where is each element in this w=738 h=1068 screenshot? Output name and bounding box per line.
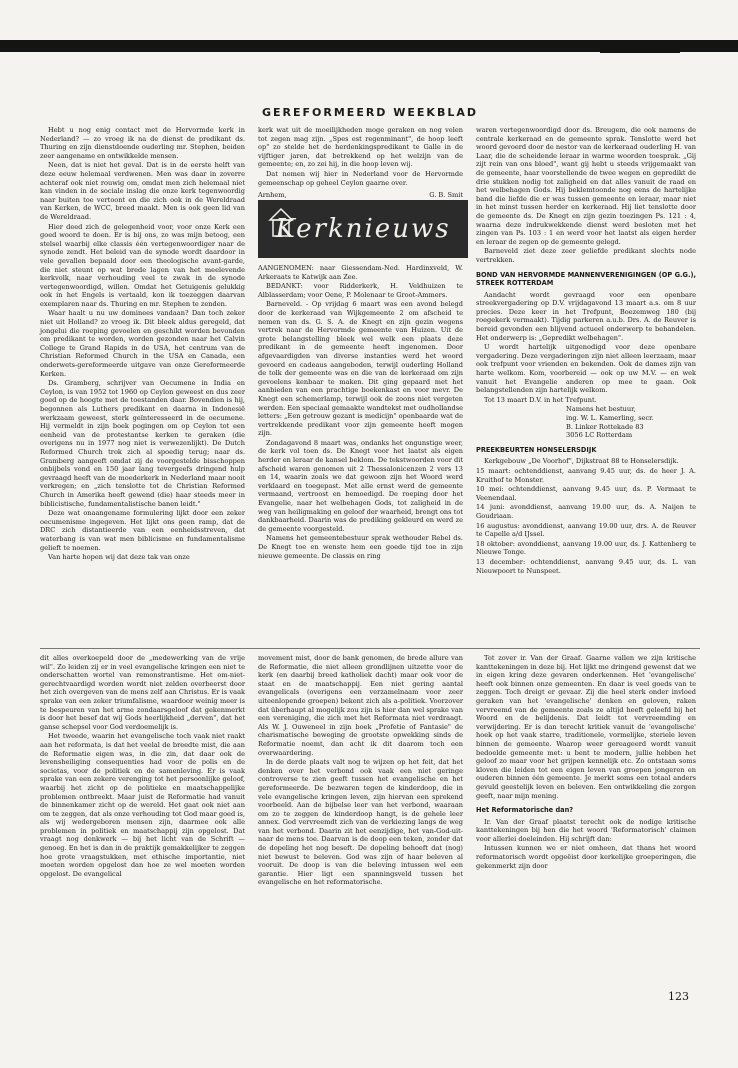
signature-block <box>566 405 696 439</box>
paragraph: dit alles overkoepeld door de „medewerking van de vrije wil". Zo leiden zij er in veel evangelische kringen een niet te onderschatten wortel van remonstrantisme. Het om-niet-gerechtvaardigd worden wordt niet zelden overbeerst door het zich overgeven van de mens zelf aan Christus. Er is vaak sprake van een zeker triumfalisme, waardoor weinig meer is te bespeuren van het arme zondaarsgeloof dat gekenmerkt is door het besef dat wij Gods heerlijkheid „derven", dat het ganse schepsel voor God verdoemelijk is. <box>40 654 245 731</box>
paragraph: Barneveld ziet deze zeer geliefde predikant slechts node vertrekken. <box>476 247 696 264</box>
list-item: 10 mei: ochtenddienst, aanvang 9.45 uur, ds. P. Vermaat te Veenendaal. <box>476 485 696 502</box>
list-item: 18 oktober: avonddienst, aanvang 19.00 uur, ds. J. Kattenberg te Nieuwe Tonge. <box>476 539 696 557</box>
masthead: GEREFORMEERD WEEKBLAD <box>262 106 478 119</box>
paragraph: Intussen kunnen we er niet omheen, dat thans het woord reformatorisch wordt opgeëist door kerkelijke groeperingen, die gekenmerkt zijn door <box>476 844 696 870</box>
paragraph: movement mist, door de bank genomen, de brede allure van de Reformatie, die niet alleen grondlijnen uitzette voor de kerk (en daarbij breed katholiek dacht) maar ook voor de staat en de maatschappij. Een niet gering aantal evangelicals (overigens een verzamelnaam voor zeer uiteenlopende groepen) bekent zich als a-politiek. Voorzover dat überhaupt al mogelijk zou zijn is hier dan wel sprake van een vereniging, die zich met het Reformata niet verdraagt. Als W. J. Ouweneel in zijn boek „Profetie of Fantasie" de charismatische beweging de grootste opwekking sinds de Reformatie noemt, dan acht ik dit daarom toch een overwaardering. <box>258 654 463 757</box>
kerknieuws-banner <box>258 200 468 258</box>
paragraph: Zondagavond 8 maart was, ondanks het ongunstige weer, de kerk vol toen ds. De Knegt voor het laatst als eigen herder en leraar de kansel beklom. De tekstwoorden voor dit afscheid waren genomen uit 2 Thessalonicenzen 2 vers 13 en 14, waarin zoals we dat gewoon zijn het Woord werd verklaard en toegepast. Met alle ernst werd de gemeente vermaand, vertroost en bemoedigd. De roeping door het Evangelie, naar het welbehagen Gods, tot zaligheid in de weg van heiligmaking en geloof der waarheid, brengt ons tot dankbaarheid. Daarin was de prediking gekleurd en werd ze de gemeente voorgesteld. <box>258 438 463 533</box>
signature-line <box>258 191 463 200</box>
section-divider <box>40 648 700 649</box>
paragraph: Ds. Gramberg, schrijver van Oecumene in India en Ceylon, is van 1952 tot 1960 op Ceylon geweest en dus zeer goed op de hoogte met de toestanden daar. Bovendien is hij, begonnen als Luthers predikant en daarna in Indonesië werkzaam geweest, sterk geïnteresseerd in de oecumene. Hij vermeldt in zijn boek pogingen om op Ceylon tot een eenheid van de protestantse kerken te geraken (die overigens nu in 1977 nog niet is verwezenlijkt). De Dutch Reformed Church trok zich al spoedig terug; naar ds. Gramberg aangeeft omdat zij de voorgestelde bisschoppen onbijbels vond en 150 jaar lang tevergeefs dringend hulp gevraagd heeft van de moederkerk in Nederland maar nooit verkregen; en „zich tenslotte tot de Christian Reformed Church in Amerika heeft gewend (die) haar steeds meer in biblicistische, fundamentalistische banen leidt." <box>40 379 245 508</box>
paragraph: U wordt hartelijk uitgenodigd voor deze openbare vergadering. Deze vergaderingen zijn niet alleen leerzaam, maar ook trefpunt voor vrienden en bekenden. Ook de dames zijn van harte welkom. Kom, voorbereid — ook op uw M.V. — en wek vanuit het Evangelie anderen op mee te gaan. Ook belangstellenden zijn hartelijk welkom. <box>476 343 696 395</box>
list-item: 16 augustus: avonddienst, aanvang 19.00 uur, drs. A. de Reuver te Capelle a/d IJssel. <box>476 521 696 539</box>
paragraph: Hier deed zich de gelegenheid voor, voor onze Kerk een goed woord te doen. Er is bij ons, zo was mijn betoog, een stelsel waarbij elke classis één vertegenwoordiger naar de synode zendt. Het beleid van de synode wordt daardoor in vele gevallen bepaald door een theologische avant-garde, die niet steunt op wat brede lagen van het meelevende kerkvolk, naar verhouding veel te zwak in de synode vertegenwoordigd, willen. Omdat het Getuigenis gelukkig ook in het Engels is vertaald, kon ik toezeggen daarvan exemplaren naar ds. Thuring en mr. Stephen te zenden. <box>40 222 245 308</box>
banner-title: Kerknieuws <box>275 214 451 244</box>
paragraph: waren vertegenwoordigd door ds. Breugem, die ook namens de centrale kerkeraad en de gemeente sprak. Tenslotte werd het woord gevoerd door de nestor van de kerkeraad ouderling H. van Laar, die de scheidende leraar in warme woorden toesprak. „Gij zijt rein van ons bloed", want gij hebt u steeds vrijgemaakt van de gemeente, haar voorstellende de twee wegen en gepredikt de drie stukken nodig tot zaligheid en dat alles vanuit de raad en het welbehagen Gods. Hij beklemtoonde nog eens de hartelijke band die liefde die er was tussen gemeente en leraar, maar niet in het minst tussen herder en kerkeraad. Hij liet tenslotte door de gemeente ds. De Knegt en zijn gezin toezingen Ps. 121 : 4, waarna deze indrukwekkende dienst werd besloten met het zingen van Ps. 103 : 1 en werd voor het laatst als eigen herder en leraar de zegen op de gemeente gelegd. <box>476 126 696 246</box>
column-2-news <box>258 264 463 644</box>
paragraph: Hebt u nog enig contact met de Hervormde kerk in Nederland? — zo vroeg ik na de dienst de predikant ds. Thuring en zijn dienstdoende ouderling mr. Stephen, beiden zeer aangename en ontwikkelde mensen. <box>40 126 245 160</box>
page-number: 123 <box>668 990 689 1003</box>
section-heading: Het Reformatorische dan? <box>476 806 574 815</box>
paragraph: Tot 13 maart D.V. in het Trefpunt. <box>484 395 597 404</box>
paragraph: Tot zover ir. Van der Graaf. Gaarne vallen we zijn kritische kanttekeningen in deze bij. Het lijkt me dringend gewenst dat we in eigen kring deze gevaren onderkennen. Het 'evangelische' heeft ook binnen onze gemeenten. En daar is veel goeds van te zeggen. Toch dreigt er gevaar. Zij die heel sterk onder invloed geraken van het 'evangelische' denken en geloven, raken vervreemd van de gemeente zoals ze altijd heeft geleefd bij het Woord en de belijdenis. Dat leidt tot vervreemding en verwijdering. Er is dan terecht kritiek vanuit de 'evangelische' hoek op het vaak starre, traditionele, vormelijke, steriele leven binnen de gemeente. Waarop weer gereageerd wordt vanuit bedoelde gemeente met: u bent te modern, jullie hebben het geloof zo maar voor het grijpen kennelijk etc. Zo ontstaan soms kloven die leiden tot een eigen leven van groepen jongeren en ouderen binnen één gemeente. Je merkt soms een totaal anders gevuld geestelijk leven en beleven. Een ontwikkeling die zorgen geeft, naar mijn mening. <box>476 654 696 800</box>
column-2-top <box>258 126 463 200</box>
column-1 <box>40 126 245 644</box>
list-item: 13 december: ochtenddienst, aanvang 9.45 uur, ds. L. van Nieuwpoort te Nunspeet. <box>476 557 696 575</box>
paragraph: Neen, dat is niet het geval. Dat is in de eerste helft van deze eeuw helemaal verdwenen. Men was daar in zoverre achteraf ook niet rouwig om, omdat men zich helemaal niet kan vinden in de sociale inslag die onze kerk tegenwoordig naar buiten toe vertoont en die zich ook in de Wereldraad van Kerken, de WCC, breed maakt. Men is ook geen lid van de Wereldraad. <box>40 161 245 221</box>
column-4 <box>40 654 245 984</box>
signature-line: B. Linker Rottekade 83 <box>566 422 644 431</box>
list-item: 15 maart: ochtenddienst, aanvang 9.45 uur, ds. de heer J. A. Kruithof te Monster. <box>476 466 696 484</box>
column-6 <box>476 654 696 984</box>
signature-author: G. B. Smit <box>429 191 463 200</box>
paragraph: In de derde plaats valt nog te wijzen op het feit, dat het denken over het verbond ook vaak een niet geringe controverse te zien geeft tussen het evangelische en het gereformeerde. De bezwaren tegen de kinderdoop, die in vele evangelische kringen leven, zijn hiervan een sprekend voorbeeld. Aan de bijbelse leer van het verbond, waaraan om zo te zeggen de kinderdoop hangt, is de gehele leer annex. God vervreemdt zich van de verkiezing langs de weg van het verbond. Daarin zit het eenzijdige, het van-God-uit-naar de mens toe. Daarvan is de doop een teken, zonder dat de dopeling het nog beseft. De dopeling behoeft dat (nog) niet bewust te beleven. God was zijn of haar beleven al vooruit. De doop is van die beleving intussen wel een garantie. Hier ligt een spanningsveld tussen het evangelische en het reformatorische. <box>258 758 463 887</box>
paragraph: Dat nemen wij hier in Nederland voor de Hervormde gemeenschap op geheel Ceylon gaarne over. <box>258 169 463 187</box>
section-heading: PREEKBEURTEN HONSELERSDIJK <box>476 445 597 454</box>
column-3 <box>476 126 696 644</box>
paragraph: Ir. Van der Graaf plaatst terecht ook de nodige kritische kanttekeningen bij hen die het woord 'Reformatorisch' claimen voor allerlei doeleinden. Hij schrijft dan: <box>476 817 696 843</box>
paragraph: Waar haalt u nu uw dominees vandaan? Dan toch zeker niet uit Holland? zo vroeg ik. Dit bleek aldus geregeld, dat jongelui die roeping gevoelen en geschikt worden bevonden om predikant te worden, worden gezonden naar het Calvin College te Grand Rapids in de USA, het centrum van de Christian Reformed Church in the USA en Canada, een onderwets-gereformeerde uitgave van onze Gereformeerde Kerken. <box>40 309 245 378</box>
paragraph: Van harte hopen wij dat deze tak van onze <box>48 553 190 562</box>
paragraph: BEDANKT: voor Ridderkerk, H. Veldhuizen te Alblasserdam; voor Oene, P. Molenaar te Groot-Ammers. <box>258 282 463 299</box>
paragraph: Barneveld. - Op vrijdag 6 maart was een avond belegd door de kerkeraad van Wijkgemeente 2 om afscheid te nemen van ds. G. S. A. de Knegt en zijn gezin wegens vertrek naar de Hervormde gemeente van Huizen. Uit de grote belangstelling bleek wel welk een plaats deze predikant in de gemeente heeft ingenomen. Door afgevaardigden van diverse instanties werd het woord gevoerd en cadeaus aangeboden, terwijl ouderling Holland de tolk der gemeente was en die van de kerkeraad om zijn gevoelens kenbaar te maken. Dit ging gepaard met het aanbieden van een prachtige boekenkast en voor mevr. De Knegt een schemerlamp, terwijl ook de zoons niet vergeten werden. Een speciaal gemaakte wandtekst met oudhollandse letters: „Een getrouw gezant is medicijn" openbaarde wat de vertrekkende predikant voor zijn gemeente heeft mogen zijn. <box>258 300 463 438</box>
paragraph: AANGENOMEN: naar Giessendam-Ned. Hardinxveld, W. Arkeraats te Katwijk aan Zee. <box>258 264 463 281</box>
section-heading: BOND VAN HERVORMDE MANNENVERENIGINGEN (OP G.G.), STREEK ROTTERDAM <box>476 270 696 288</box>
signature-place: Arnhem, <box>258 191 287 200</box>
signature-line: Namens het bestuur, <box>566 405 636 414</box>
paragraph: Aandacht wordt gevraagd voor een openbare streekvergadering op D.V. vrijdagavond 13 maart a.s. om 8 uur precies. Deze keer in het Trefpunt, Boezemweg 180 (bij roegekerk vermaakt). Tijdig parkeren a.u.b. Drs. A. de Reuver is bereid gevonden een blijvend actueel onderwerp te behandelen. Het onderwerp is: „Gepredikt welbehagen". <box>476 290 696 342</box>
list-item: 14 juni: avonddienst, aanvang 19.00 uur, ds. A. Naijen te Goudriaan. <box>476 503 696 520</box>
signature-line: ing. W. L. Kamerling, secr. <box>566 414 654 422</box>
paragraph: Namens het gemeentebestuur sprak wethouder Rebel ds. De Knegt toe en wenste hem een goede tijd toe in zijn nieuwe gemeente. De classis en ring <box>258 534 463 560</box>
column-5 <box>258 654 463 984</box>
signature-line: 3056 LC Rotterdam <box>566 431 633 440</box>
church-icon <box>268 208 294 238</box>
paragraph: kerk wat uit de moeilijkheden moge geraken en nog velen tot zegen mag zijn. „Spes est regenminant", de hoop leeft op" zo stelde het de herdenkingspredikant te Galle in de vijftiger jaren, dat betrekkend op het welzijn van de gemeente; en, zo zei hij, in die hoop leven wij. <box>258 126 463 169</box>
paragraph: Het tweede, waarin het evangelische toch vaak niet raakt aan het reformata, is dat het veelal de breedte mist, die aan de Reformatie eigen was, in die zin, dat daar ook de levensheiliging consequenties had voor de polis en de societas, voor de politiek en de samenleving. Er is vaak sprake van een zekere verenging tot het persoonlijke geloof, waarbij het zicht op de politieke en maatschappelijke problemen ontbreekt. Maar juist de Reformatie had vanuit de binnenkamer zicht op de wereld. Het gaat ook niet aan om te zeggen, dat als onze verhouding tot God maar goed is, als wij wedergeboren mensen zijn, daarmee ook alle problemen in politiek en maatschappij zijn opgelost. Dat vraagt nog denkwerk — bij het licht van de Schrift — genoeg. En het is dan in de praktijk gemakkelijker te zeggen hoe grote vraagstukken, met ethische importantie, niet moeten worden opgelost dan hoe ze wel moeten worden opgelost. De evangelical <box>40 732 245 878</box>
paragraph: Kerkgebouw „De Voorhof", Dijkstraat 88 te Honselersdijk. <box>484 457 679 466</box>
scan-border-bar-right <box>600 48 680 53</box>
paragraph: Deze wat onaangename formulering lijkt door een zeker oecumenisme ingegeven. Het lijkt ons geen ramp, dat de DRC zich distantieerde van een eenheidsstreven, dat waterbang is van wat men biblicisme en fundamentalisme gelieft te noemen. <box>40 509 245 552</box>
